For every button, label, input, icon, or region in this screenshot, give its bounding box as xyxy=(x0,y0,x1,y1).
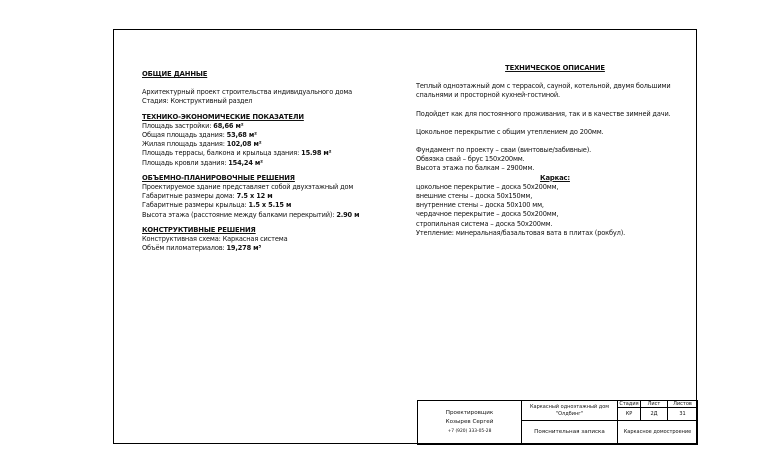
volume-row: Габаритные размеры крыльца: 1.5 х 5.15 м xyxy=(142,201,292,210)
frame-line: стропильная система – доска 50х200мм. xyxy=(416,219,553,228)
tech-row: Жилая площадь здания: 102,08 м² xyxy=(142,140,262,149)
stage-header: Стадия xyxy=(618,401,641,408)
organization: Каркасное домостроение xyxy=(618,421,698,445)
volume-row: Высота этажа (расстояние между балками перекрытий): 2.90 м xyxy=(142,210,360,219)
designer-label: Проектировщик xyxy=(445,410,494,416)
general-line: Архитектурный проект строительства индивидуального дома xyxy=(142,88,353,97)
sheet-header: Лист xyxy=(641,401,668,408)
foundation-line: Высота этажа по балкам – 2900мм. xyxy=(416,164,535,173)
tech-row: Общая площадь здания: 53,68 м² xyxy=(142,131,257,140)
stage-value: КР xyxy=(618,408,641,421)
foundation-line: Обвязка свай – брус 150х200мм. xyxy=(416,155,525,164)
tech-row: Площадь кровли здания: 154,24 м² xyxy=(142,158,263,167)
constructive-row: Объём пиломатериалов: 19,278 м³ xyxy=(142,244,262,253)
usage-paragraph: Подойдет как для постоянного проживания, так и в качестве зимней дачи. xyxy=(416,109,671,118)
volume-line: Проектируемое здание представляет собой двухэтажный дом xyxy=(142,183,354,192)
general-line: Стадия: Конструктивный раздел xyxy=(142,97,253,106)
left-column xyxy=(142,70,382,253)
sheet-value: 2Д xyxy=(641,408,668,421)
tech-description-heading: ТЕХНИЧЕСКОЕ ОПИСАНИЕ xyxy=(505,64,605,72)
tech-econ-heading: ТЕХНИКО-ЭКОНОМИЧЕСКИЕ ПОКАЗАТЕЛИ xyxy=(142,112,304,121)
frame-line: цокольное перекрытие – доска 50х200мм, xyxy=(416,182,559,191)
tech-row: Площадь террасы, балкона и крыльца здания: 15.98 м² xyxy=(142,149,332,158)
insulation-line: Утепление: минеральная/базальтовая вата в плитах (рокбул). xyxy=(416,228,626,237)
right-column xyxy=(416,64,694,238)
general-heading: ОБЩИЕ ДАННЫЕ xyxy=(142,70,208,78)
volume-heading: ОБЪЕМНО-ПЛАНИРОВОЧНЫЕ РЕШЕНИЯ xyxy=(142,173,295,182)
volume-row: Габаритные размеры дома: 7.5 х 12 м xyxy=(142,192,273,201)
designer-cell xyxy=(418,401,522,445)
floor-paragraph: Цокольное перекрытие с общим утеплением до 200мм. xyxy=(416,127,604,136)
tech-row: Площадь застройки: 68,66 м² xyxy=(142,121,244,130)
frame-line: внутренние стены – доска 50х100 мм, xyxy=(416,201,544,210)
intro-paragraph: Теплый одноэтажный дом с террасой, сауной, котельной, двумя большими спальнями и просторной кухней-гостиной. xyxy=(416,82,671,100)
drawing-sheet xyxy=(113,29,697,444)
sheet-title: Пояснительная записка xyxy=(522,421,618,445)
constructive-heading: КОНСТРУКТИВНЫЕ РЕШЕНИЯ xyxy=(142,225,256,234)
constructive-line: Конструктивная схема: Каркасная система xyxy=(142,235,288,244)
frame-line: внешние стены – доска 50х150мм, xyxy=(416,192,533,201)
sheets-header: Листов xyxy=(668,401,698,408)
project-name: Каркасный одноэтажный дом "Олдбинг" xyxy=(522,401,618,421)
sheets-value: 31 xyxy=(668,408,698,421)
frame-heading: Каркас: xyxy=(540,173,570,182)
designer-name: Козырев Сергей xyxy=(445,419,494,425)
frame-line: чердачное перекрытие – доска 50х200мм, xyxy=(416,210,559,219)
title-block xyxy=(417,400,698,445)
foundation-line: Фундамент по проекту – сваи (винтовые/забивные). xyxy=(416,146,592,155)
designer-phone: +7 (920) 333-05-28 xyxy=(447,429,492,434)
